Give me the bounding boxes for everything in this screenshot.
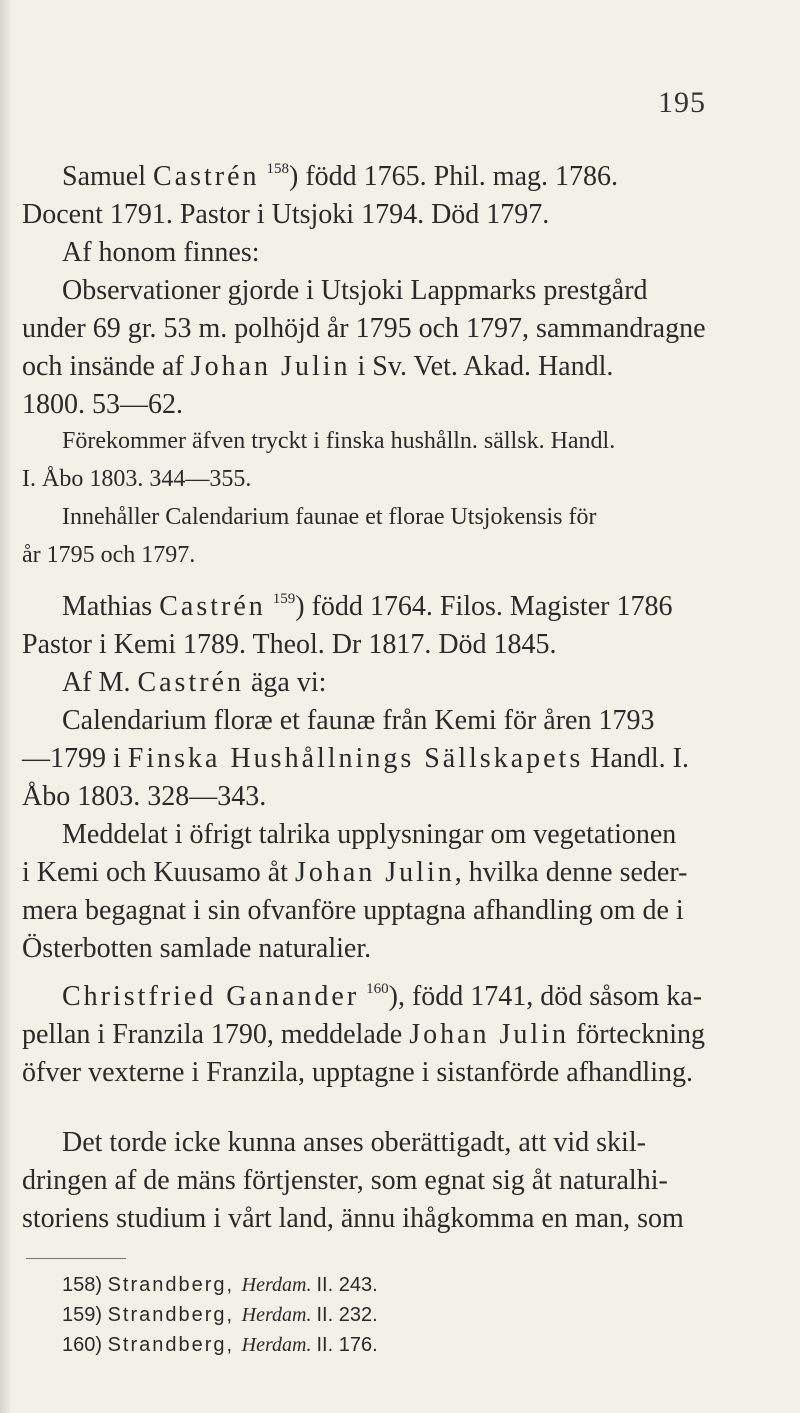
text-run: , hvilka denne seder-: [454, 857, 688, 888]
page-number: 195: [658, 86, 706, 119]
text-run: ), född 1741, död såsom ka-: [388, 981, 703, 1012]
text-line: Calendarium floræ et faunæ från Kemi för åren 1793: [62, 705, 655, 736]
person-name: Castrén: [137, 667, 244, 698]
text-line: Förekommer äfven tryckt i finska hushålln. sällsk. Handl.: [62, 428, 616, 454]
person-name: Johan Julin: [294, 857, 455, 888]
footnote-ref: II. 176.: [316, 1334, 378, 1356]
text-line: Åbo 1803. 328—343.: [22, 781, 267, 812]
footnote-marker: 158: [266, 161, 290, 177]
text-line: [62, 160, 618, 194]
text-run: —1799 i: [22, 743, 128, 774]
text-run: ) född 1764. Filos. Magister 1786: [295, 591, 673, 622]
footnote-author: Strandberg,: [107, 1274, 242, 1296]
text-run: pellan i Franzila 1790, meddelade: [22, 1019, 410, 1050]
footnote-author: Strandberg,: [107, 1334, 242, 1356]
footnote-number: 159): [62, 1304, 108, 1326]
text-run: förteckning: [568, 1019, 706, 1050]
text-line: I. Åbo 1803. 344—355.: [22, 466, 252, 492]
text-line: under 69 gr. 53 m. polhöjd år 1795 och 1797, sammandragne: [22, 313, 706, 344]
text-line: [22, 856, 687, 890]
footnote-number: 158): [62, 1274, 108, 1296]
text-line: dringen af de mäns förtjenster, som egnat sig åt naturalhi-: [22, 1165, 668, 1196]
text-line: [22, 350, 613, 384]
text-line: [22, 742, 689, 776]
footnote-number: 160): [62, 1334, 108, 1356]
text-line: Observationer gjorde i Utsjoki Lappmarks prestgård: [62, 275, 648, 306]
text-line: [22, 1018, 705, 1052]
footnote: [62, 1272, 378, 1298]
footnote: [62, 1332, 378, 1358]
text-line: [62, 666, 326, 700]
text-run: Handl. I.: [583, 743, 689, 774]
footnote-author: Strandberg,: [107, 1304, 242, 1326]
text-line: [62, 590, 672, 624]
text-run: i Kemi och Kuusamo åt: [22, 857, 295, 888]
text-run: ) född 1765. Phil. mag. 1786.: [289, 161, 619, 192]
footnote-title: Herdam.: [241, 1274, 317, 1296]
text-run: Mathias: [62, 591, 160, 622]
footnote-rule: [26, 1258, 126, 1259]
page-edge: [0, 0, 10, 1413]
text-line: 1800. 53—62.: [22, 389, 183, 420]
text-line: Docent 1791. Pastor i Utsjoki 1794. Död 1797.: [22, 199, 550, 230]
person-name: Finska Hushållnings Sällskapets: [127, 743, 584, 774]
footnote-marker: 159: [272, 591, 296, 607]
text-line: Meddelat i öfrigt talrika upplysningar om vegetationen: [62, 819, 677, 850]
text-line: öfver vexterne i Franzila, upptagne i sistanförde afhandling.: [22, 1057, 693, 1088]
footnote-marker: 160: [366, 981, 389, 997]
text-run: Samuel: [62, 161, 153, 192]
footnote-ref: II. 243.: [316, 1274, 378, 1296]
text-line: Af honom finnes:: [62, 237, 260, 268]
person-name: Johan Julin: [190, 351, 351, 382]
text-line: år 1795 och 1797.: [22, 542, 196, 568]
person-name: Christfried Ganander: [62, 981, 360, 1012]
person-name: Castrén: [159, 591, 266, 622]
footnote: [62, 1302, 378, 1328]
text-line: Österbotten samlade naturalier.: [22, 933, 372, 964]
footnote-title: Herdam.: [241, 1304, 317, 1326]
text-run: i Sv. Vet. Akad. Handl.: [350, 351, 614, 382]
text-line: Pastor i Kemi 1789. Theol. Dr 1817. Död 1845.: [22, 629, 557, 660]
text-line: mera begagnat i sin ofvanföre upptagna afhandling om de i: [22, 895, 684, 926]
text-run: äga vi:: [243, 667, 327, 698]
person-name: Castrén: [153, 161, 260, 192]
person-name: Johan Julin: [409, 1019, 569, 1050]
text-run: och insände af: [22, 351, 191, 382]
footnote-title: Herdam.: [241, 1334, 317, 1356]
footnote-ref: II. 232.: [316, 1304, 378, 1326]
text-run: Af M.: [62, 667, 138, 698]
text-line: Det torde icke kunna anses oberättigadt, att vid skil-: [62, 1127, 646, 1158]
text-line: storiens studium i vårt land, ännu ihågkomma en man, som: [22, 1203, 684, 1234]
text-line: [62, 980, 702, 1014]
text-line: Innehåller Calendarium faunae et florae Utsjokensis för: [62, 504, 597, 530]
